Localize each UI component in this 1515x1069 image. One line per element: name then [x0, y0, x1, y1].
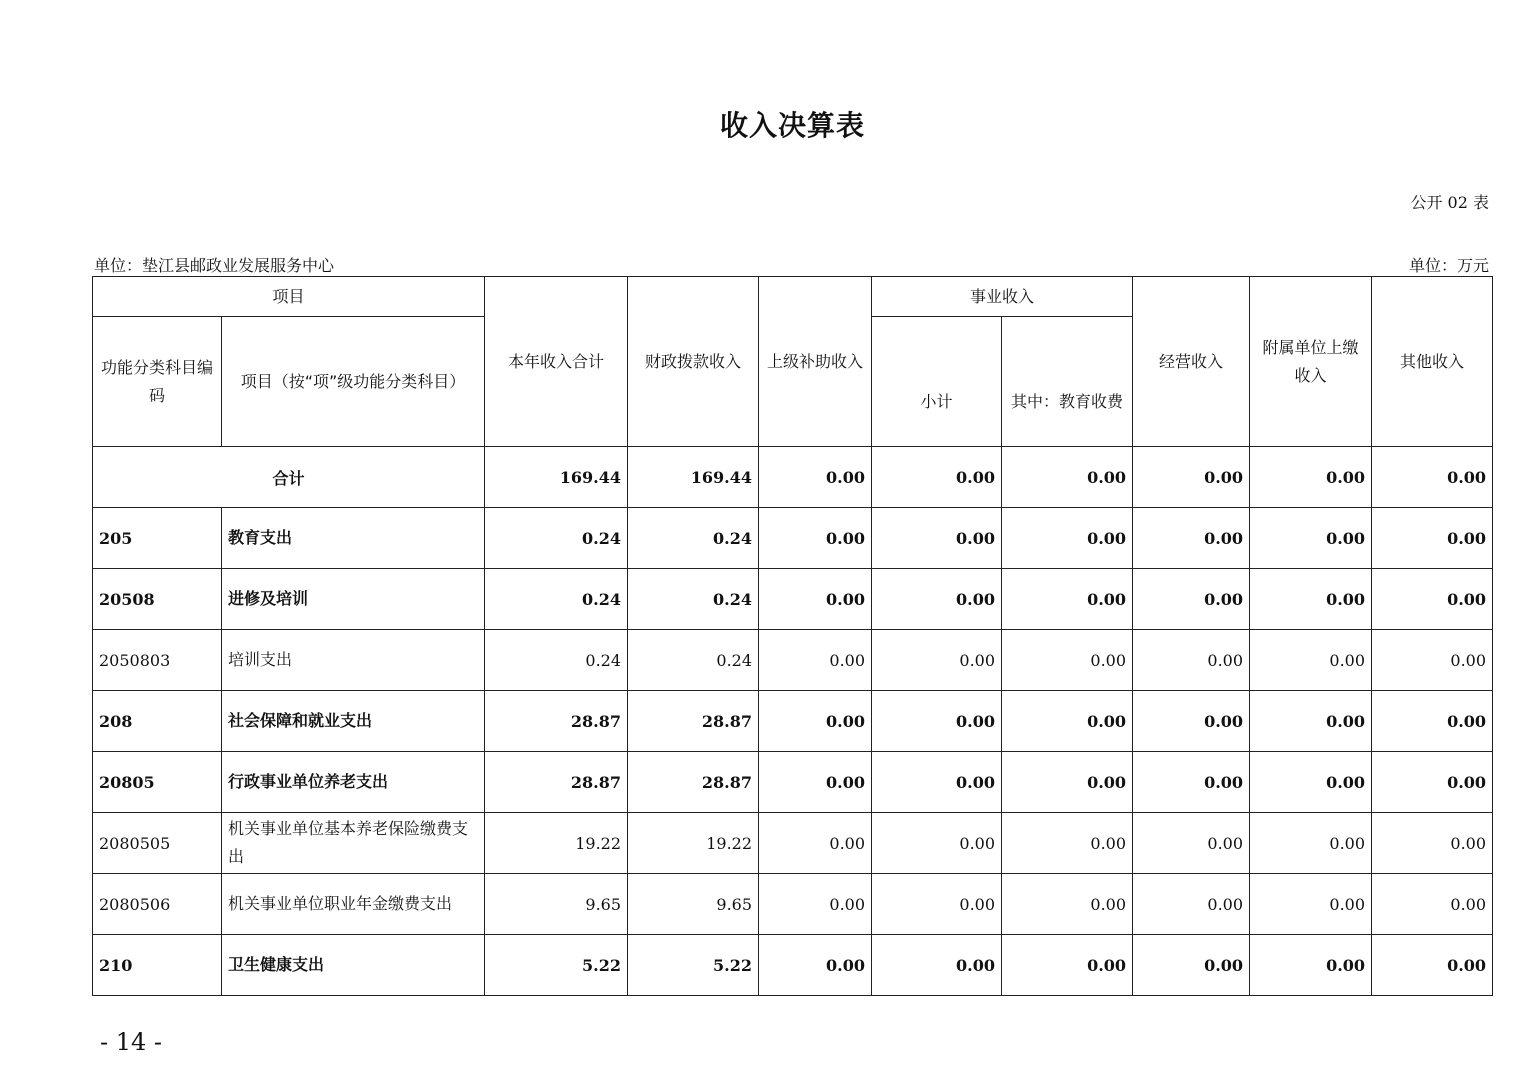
header-fiscal: 财政拨款收入 [628, 277, 759, 447]
row-name: 机关事业单位职业年金缴费支出 [222, 874, 485, 935]
row-cell: 0.00 [1002, 752, 1133, 813]
row-code: 2050803 [93, 630, 222, 691]
row-cell: 0.00 [1372, 935, 1493, 996]
row-cell: 0.00 [1250, 874, 1372, 935]
table-row [93, 691, 1493, 752]
income-table [92, 276, 1493, 996]
row-cell: 0.00 [1133, 935, 1250, 996]
row-name: 培训支出 [222, 630, 485, 691]
row-cell: 0.00 [759, 569, 872, 630]
row-cell: 0.24 [628, 569, 759, 630]
row-cell: 0.00 [1372, 874, 1493, 935]
table-row [93, 874, 1493, 935]
row-cell: 19.22 [485, 813, 628, 874]
table-body [93, 447, 1493, 996]
row-name: 机关事业单位基本养老保险缴费支出 [222, 813, 485, 874]
row-cell: 0.00 [1250, 508, 1372, 569]
table-row [93, 813, 1493, 874]
header-operating: 经营收入 [1133, 277, 1250, 447]
row-cell: 0.00 [872, 874, 1002, 935]
row-code: 210 [93, 935, 222, 996]
row-cell: 0.00 [1372, 752, 1493, 813]
row-cell: 0.00 [1133, 874, 1250, 935]
table-row [93, 752, 1493, 813]
row-cell: 0.00 [1002, 508, 1133, 569]
row-cell: 0.00 [1133, 569, 1250, 630]
total-cell: 0.00 [1372, 447, 1493, 508]
unit-organization: 单位：垫江县邮政业发展服务中心 [94, 256, 335, 275]
row-cell: 0.00 [872, 752, 1002, 813]
row-name: 行政事业单位养老支出 [222, 752, 485, 813]
row-cell: 28.87 [485, 752, 628, 813]
row-cell: 0.00 [1250, 813, 1372, 874]
unit-currency: 单位：万元 [1408, 256, 1489, 275]
row-cell: 0.00 [1002, 813, 1133, 874]
row-cell: 0.00 [1372, 630, 1493, 691]
table-row [93, 569, 1493, 630]
row-cell: 0.00 [1372, 691, 1493, 752]
row-cell: 0.00 [872, 569, 1002, 630]
row-cell: 0.00 [1133, 752, 1250, 813]
row-cell: 9.65 [628, 874, 759, 935]
row-cell: 0.00 [872, 813, 1002, 874]
total-row [93, 447, 1493, 508]
row-name: 进修及培训 [222, 569, 485, 630]
row-cell: 0.00 [1002, 935, 1133, 996]
table-row [93, 630, 1493, 691]
header-item: 项目 [93, 277, 485, 317]
row-name: 卫生健康支出 [222, 935, 485, 996]
row-cell: 5.22 [628, 935, 759, 996]
total-cell: 0.00 [1250, 447, 1372, 508]
row-cell: 0.00 [1250, 569, 1372, 630]
total-cell: 169.44 [628, 447, 759, 508]
row-cell: 0.00 [1002, 874, 1133, 935]
total-cell: 0.00 [1133, 447, 1250, 508]
row-name: 教育支出 [222, 508, 485, 569]
row-cell: 5.22 [485, 935, 628, 996]
row-cell: 28.87 [485, 691, 628, 752]
row-cell: 0.24 [485, 569, 628, 630]
row-cell: 0.00 [759, 508, 872, 569]
page-title: 收入决算表 [719, 109, 865, 142]
table-row [93, 508, 1493, 569]
row-cell: 28.87 [628, 691, 759, 752]
table-row [93, 935, 1493, 996]
row-name: 社会保障和就业支出 [222, 691, 485, 752]
row-cell: 0.00 [759, 813, 872, 874]
row-cell: 0.00 [1250, 630, 1372, 691]
row-cell: 0.24 [485, 630, 628, 691]
row-code: 2080505 [93, 813, 222, 874]
page-number: - 14 - [100, 1028, 163, 1056]
row-cell: 0.00 [1372, 569, 1493, 630]
total-label: 合计 [93, 447, 485, 508]
header-code: 功能分类科目编码 [93, 317, 222, 447]
row-cell: 19.22 [628, 813, 759, 874]
row-cell: 0.00 [1250, 752, 1372, 813]
total-cell: 0.00 [759, 447, 872, 508]
row-cell: 0.00 [872, 508, 1002, 569]
row-cell: 0.00 [1002, 630, 1133, 691]
row-code: 20508 [93, 569, 222, 630]
header-item-by-class: 项目（按“项”级功能分类科目） [222, 317, 485, 447]
row-cell: 0.00 [1133, 691, 1250, 752]
row-code: 205 [93, 508, 222, 569]
row-cell: 0.00 [872, 691, 1002, 752]
header-other: 其他收入 [1372, 277, 1493, 447]
row-cell: 0.00 [872, 935, 1002, 996]
table-header [93, 277, 1493, 447]
row-cell: 0.00 [1133, 508, 1250, 569]
row-cell: 0.00 [1002, 691, 1133, 752]
header-business: 事业收入 [872, 277, 1133, 317]
row-code: 2080506 [93, 874, 222, 935]
header-edu-fee: 其中：教育收费 [1002, 317, 1133, 447]
row-cell: 0.00 [1250, 691, 1372, 752]
total-cell: 0.00 [1002, 447, 1133, 508]
header-total: 本年收入合计 [485, 277, 628, 447]
row-cell: 0.00 [759, 691, 872, 752]
total-cell: 0.00 [872, 447, 1002, 508]
row-cell: 0.00 [759, 874, 872, 935]
row-cell: 0.00 [1250, 935, 1372, 996]
row-cell: 28.87 [628, 752, 759, 813]
row-cell: 0.00 [1133, 630, 1250, 691]
row-cell: 0.00 [759, 935, 872, 996]
row-cell: 0.00 [1002, 569, 1133, 630]
header-affiliate: 附属单位上缴收入 [1250, 277, 1372, 447]
form-number: 公开 02 表 [1410, 193, 1489, 212]
row-cell: 0.00 [759, 630, 872, 691]
row-cell: 0.00 [1372, 508, 1493, 569]
row-cell: 0.00 [1133, 813, 1250, 874]
row-cell: 0.00 [1372, 813, 1493, 874]
total-cell: 169.44 [485, 447, 628, 508]
row-code: 208 [93, 691, 222, 752]
row-code: 20805 [93, 752, 222, 813]
row-cell: 0.00 [872, 630, 1002, 691]
row-cell: 0.00 [759, 752, 872, 813]
row-cell: 9.65 [485, 874, 628, 935]
header-superior: 上级补助收入 [759, 277, 872, 447]
row-cell: 0.24 [628, 508, 759, 569]
row-cell: 0.24 [628, 630, 759, 691]
header-subtotal: 小计 [872, 317, 1002, 447]
row-cell: 0.24 [485, 508, 628, 569]
